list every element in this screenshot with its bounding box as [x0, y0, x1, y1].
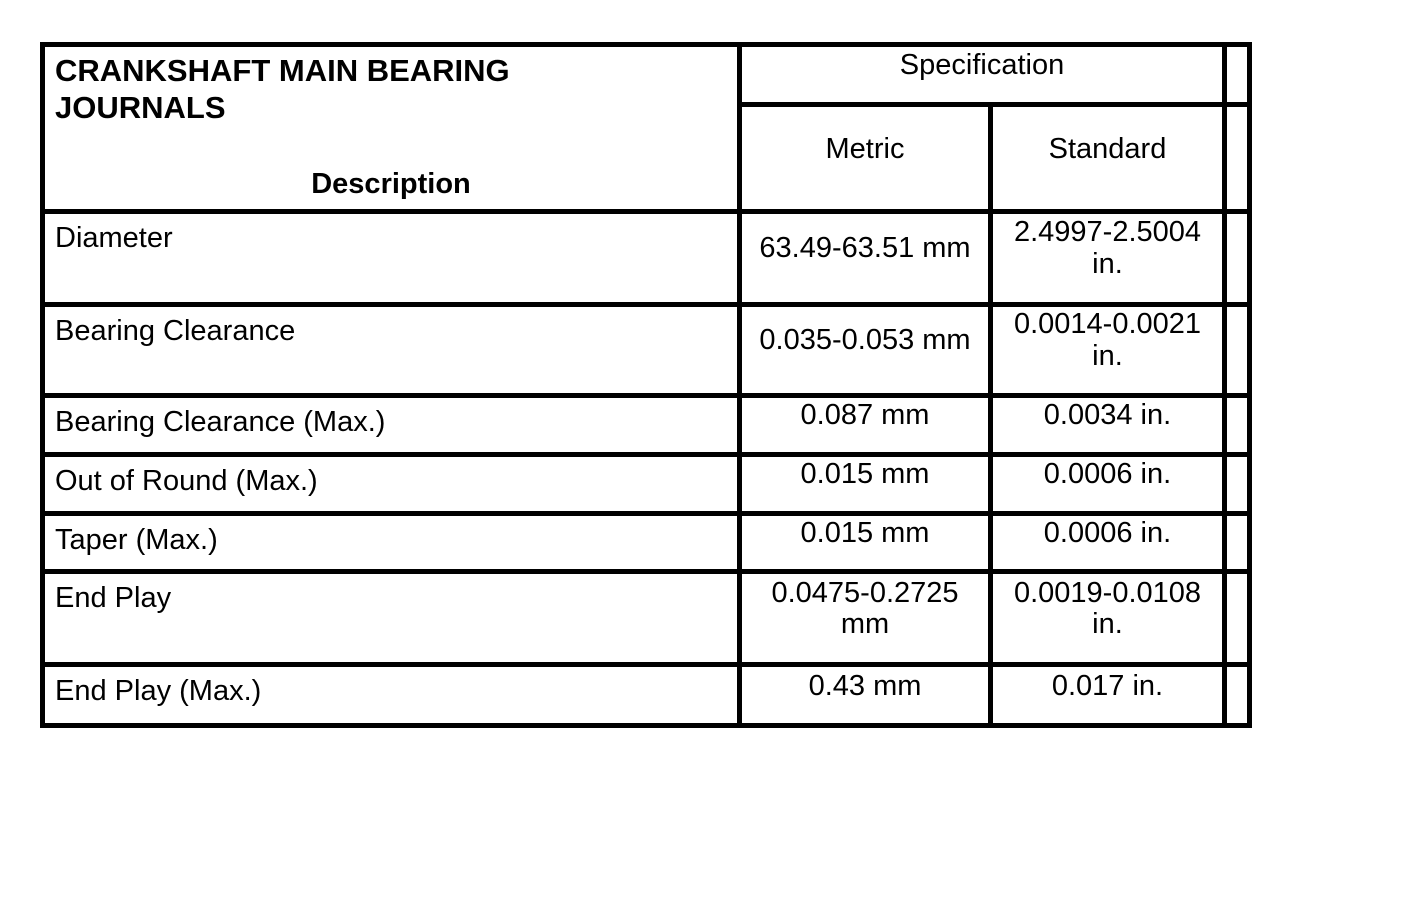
table-row — [43, 305, 1250, 396]
standard-value-cell: 0.0006 in. — [991, 454, 1225, 513]
spacer-cell — [1225, 513, 1250, 572]
spacer-cell — [1225, 454, 1250, 513]
description-cell: End Play (Max.) — [43, 665, 740, 726]
description-header-cell — [43, 45, 740, 212]
metric-column-header: Metric — [740, 105, 991, 212]
standard-column-header: Standard — [991, 105, 1225, 212]
table-row — [43, 665, 1250, 726]
metric-value-cell: 0.015 mm — [740, 454, 991, 513]
metric-value-cell: 0.035-0.053 mm — [740, 305, 991, 396]
spacer-cell — [1225, 395, 1250, 454]
metric-value-cell: 0.087 mm — [740, 395, 991, 454]
description-cell: Diameter — [43, 212, 740, 305]
description-cell: End Play — [43, 572, 740, 665]
crankshaft-main-bearing-journals-table — [40, 42, 1252, 728]
table-row — [43, 454, 1250, 513]
standard-value-cell: 0.017 in. — [991, 665, 1225, 726]
spacer-cell — [1225, 212, 1250, 305]
table-row — [43, 395, 1250, 454]
metric-value-cell: 0.43 mm — [740, 665, 991, 726]
table-row — [43, 212, 1250, 305]
spacer-cell — [1225, 572, 1250, 665]
description-cell: Bearing Clearance — [43, 305, 740, 396]
description-column-header: Description — [311, 168, 471, 201]
metric-value-cell: 63.49-63.51 mm — [740, 212, 991, 305]
description-cell: Out of Round (Max.) — [43, 454, 740, 513]
standard-value-cell: 0.0019-0.0108 in. — [991, 572, 1225, 665]
standard-value-cell: 0.0014-0.0021 in. — [991, 305, 1225, 396]
spacer-cell — [1225, 305, 1250, 396]
standard-value-cell: 2.4997-2.5004 in. — [991, 212, 1225, 305]
metric-value-cell: 0.0475-0.2725 mm — [740, 572, 991, 665]
spacer-cell — [1225, 105, 1250, 212]
metric-value-cell: 0.015 mm — [740, 513, 991, 572]
table-title: CRANKSHAFT MAIN BEARING JOURNALS — [55, 53, 510, 125]
spacer-cell — [1225, 665, 1250, 726]
description-cell: Taper (Max.) — [43, 513, 740, 572]
description-cell: Bearing Clearance (Max.) — [43, 395, 740, 454]
header-row-specification — [43, 45, 1250, 105]
standard-value-cell: 0.0034 in. — [991, 395, 1225, 454]
standard-value-cell: 0.0006 in. — [991, 513, 1225, 572]
table-row — [43, 513, 1250, 572]
table-row — [43, 572, 1250, 665]
specification-header-cell: Specification — [740, 45, 1225, 105]
phantom-cell — [1225, 45, 1250, 105]
